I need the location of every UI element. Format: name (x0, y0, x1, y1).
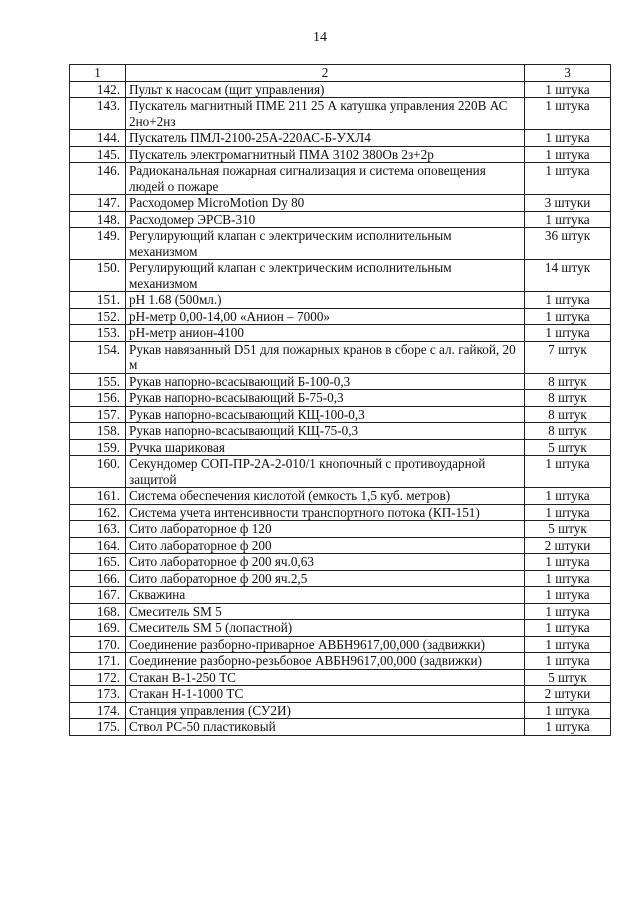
table-row (70, 423, 611, 440)
row-number: 169. (70, 620, 126, 637)
item-quantity: 1 штука (525, 146, 611, 163)
item-quantity: 1 штука (525, 587, 611, 604)
item-quantity: 2 штуки (525, 686, 611, 703)
item-name: Станция управления (СУ2И) (126, 702, 525, 719)
item-quantity: 8 штук (525, 373, 611, 390)
header-col-2: 2 (126, 65, 525, 82)
row-number: 153. (70, 325, 126, 342)
item-quantity: 1 штука (525, 603, 611, 620)
item-quantity: 1 штука (525, 504, 611, 521)
item-quantity: 1 штука (525, 98, 611, 130)
item-name: Расходомер MicroMotion Dy 80 (126, 195, 525, 212)
equipment-table (69, 64, 611, 736)
item-name: Смеситель SM 5 (126, 603, 525, 620)
row-number: 175. (70, 719, 126, 736)
item-name: Сито лабораторное ф 200 (126, 537, 525, 554)
table-row (70, 163, 611, 195)
table-row (70, 390, 611, 407)
table-row (70, 373, 611, 390)
row-number: 145. (70, 146, 126, 163)
row-number: 164. (70, 537, 126, 554)
table-row (70, 537, 611, 554)
page-number: 14 (313, 30, 327, 45)
item-quantity: 1 штука (525, 325, 611, 342)
item-quantity: 1 штука (525, 570, 611, 587)
table-row (70, 570, 611, 587)
row-number: 162. (70, 504, 126, 521)
item-quantity: 1 штука (525, 292, 611, 309)
table-row (70, 488, 611, 505)
row-number: 142. (70, 81, 126, 98)
table-row (70, 325, 611, 342)
table-row (70, 686, 611, 703)
item-quantity: 2 штуки (525, 537, 611, 554)
table-row (70, 130, 611, 147)
item-quantity: 1 штука (525, 456, 611, 488)
row-number: 161. (70, 488, 126, 505)
item-quantity: 1 штука (525, 81, 611, 98)
item-quantity: 36 штук (525, 228, 611, 260)
row-number: 172. (70, 669, 126, 686)
item-quantity: 1 штука (525, 211, 611, 228)
item-name: Стакан Н-1-1000 ТС (126, 686, 525, 703)
item-name: Система обеспечения кислотой (емкость 1,5 куб. метров) (126, 488, 525, 505)
item-quantity: 1 штука (525, 554, 611, 571)
item-quantity: 8 штук (525, 390, 611, 407)
table-row (70, 636, 611, 653)
row-number: 157. (70, 406, 126, 423)
row-number: 174. (70, 702, 126, 719)
row-number: 149. (70, 228, 126, 260)
row-number: 170. (70, 636, 126, 653)
item-quantity: 5 штук (525, 439, 611, 456)
item-quantity: 8 штук (525, 406, 611, 423)
row-number: 151. (70, 292, 126, 309)
row-number: 159. (70, 439, 126, 456)
table-row (70, 439, 611, 456)
table-row (70, 341, 611, 373)
row-number: 150. (70, 260, 126, 292)
item-name: Рукав навязанный D51 для пожарных кранов в сборе с ал. гайкой, 20 м (126, 341, 525, 373)
row-number: 146. (70, 163, 126, 195)
item-quantity: 14 штук (525, 260, 611, 292)
item-quantity: 3 штуки (525, 195, 611, 212)
item-name: pH-метр анион-4100 (126, 325, 525, 342)
row-number: 173. (70, 686, 126, 703)
item-quantity: 1 штука (525, 653, 611, 670)
table-row (70, 669, 611, 686)
item-quantity: 5 штук (525, 669, 611, 686)
item-name: Сито лабораторное ф 200 яч.0,63 (126, 554, 525, 571)
table-row (70, 653, 611, 670)
item-name: Пускатель электромагнитный ПМА 3102 380Ов 2з+2р (126, 146, 525, 163)
item-name: Расходомер ЭРСВ-310 (126, 211, 525, 228)
item-name: Рукав напорно-всасывающий Б-75-0,3 (126, 390, 525, 407)
table-row (70, 406, 611, 423)
item-name: Соединение разборно-приварное АВБН9617,00,000 (задвижки) (126, 636, 525, 653)
table-row (70, 81, 611, 98)
table-row (70, 504, 611, 521)
item-quantity: 1 штука (525, 163, 611, 195)
table-row (70, 308, 611, 325)
item-quantity: 1 штука (525, 488, 611, 505)
item-name: Ствол РС-50 пластиковый (126, 719, 525, 736)
item-name: Смеситель SM 5 (лопастной) (126, 620, 525, 637)
row-number: 156. (70, 390, 126, 407)
header-col-1: 1 (70, 65, 126, 82)
row-number: 155. (70, 373, 126, 390)
row-number: 143. (70, 98, 126, 130)
row-number: 160. (70, 456, 126, 488)
item-name: Сито лабораторное ф 200 яч.2,5 (126, 570, 525, 587)
table-row (70, 292, 611, 309)
row-number: 147. (70, 195, 126, 212)
item-name: Радиоканальная пожарная сигнализация и система оповещения людей о пожаре (126, 163, 525, 195)
item-name: Стакан В-1-250 ТС (126, 669, 525, 686)
table-row (70, 554, 611, 571)
item-name: Рукав напорно-всасывающий КЩ-75-0,3 (126, 423, 525, 440)
row-number: 144. (70, 130, 126, 147)
table-row (70, 195, 611, 212)
table-header-row (70, 65, 611, 82)
item-name: Скважина (126, 587, 525, 604)
table-row (70, 456, 611, 488)
table-row (70, 587, 611, 604)
row-number: 154. (70, 341, 126, 373)
item-quantity: 1 штука (525, 620, 611, 637)
row-number: 167. (70, 587, 126, 604)
item-name: Пускатель магнитный ПМЕ 211 25 А катушка управления 220В АС 2но+2нз (126, 98, 525, 130)
row-number: 152. (70, 308, 126, 325)
row-number: 148. (70, 211, 126, 228)
table-row (70, 228, 611, 260)
item-name: Секундомер СОП-ПР-2А-2-010/1 кнопочный с противоударной защитой (126, 456, 525, 488)
item-name: Регулирующий клапан с электрическим исполнительным механизмом (126, 260, 525, 292)
table-row (70, 620, 611, 637)
table-row (70, 521, 611, 538)
item-name: Пускатель ПМЛ-2100-25А-220АС-Б-УХЛ4 (126, 130, 525, 147)
item-name: Сито лабораторное ф 120 (126, 521, 525, 538)
table-row (70, 146, 611, 163)
item-quantity: 8 штук (525, 423, 611, 440)
row-number: 165. (70, 554, 126, 571)
table-row (70, 260, 611, 292)
item-name: Регулирующий клапан с электрическим исполнительным механизмом (126, 228, 525, 260)
item-name: Рукав напорно-всасывающий Б-100-0,3 (126, 373, 525, 390)
item-name: pH-метр 0,00-14,00 «Анион – 7000» (126, 308, 525, 325)
table-row (70, 211, 611, 228)
row-number: 163. (70, 521, 126, 538)
item-name: Система учета интенсивности транспортного потока (КП-151) (126, 504, 525, 521)
row-number: 166. (70, 570, 126, 587)
table-row (70, 98, 611, 130)
item-quantity: 1 штука (525, 130, 611, 147)
item-quantity: 1 штука (525, 308, 611, 325)
row-number: 171. (70, 653, 126, 670)
item-quantity: 1 штука (525, 719, 611, 736)
item-name: Рукав напорно-всасывающий КЩ-100-0,3 (126, 406, 525, 423)
row-number: 168. (70, 603, 126, 620)
table-row (70, 702, 611, 719)
item-name: pH 1.68 (500мл.) (126, 292, 525, 309)
table-row (70, 719, 611, 736)
item-quantity: 1 штука (525, 702, 611, 719)
row-number: 158. (70, 423, 126, 440)
item-quantity: 1 штука (525, 636, 611, 653)
item-name: Пульт к насосам (щит управления) (126, 81, 525, 98)
item-name: Соединение разборно-резьбовое АВБН9617,00,000 (задвижки) (126, 653, 525, 670)
item-quantity: 5 штук (525, 521, 611, 538)
header-col-3: 3 (525, 65, 611, 82)
table-row (70, 603, 611, 620)
item-name: Ручка шариковая (126, 439, 525, 456)
item-quantity: 7 штук (525, 341, 611, 373)
